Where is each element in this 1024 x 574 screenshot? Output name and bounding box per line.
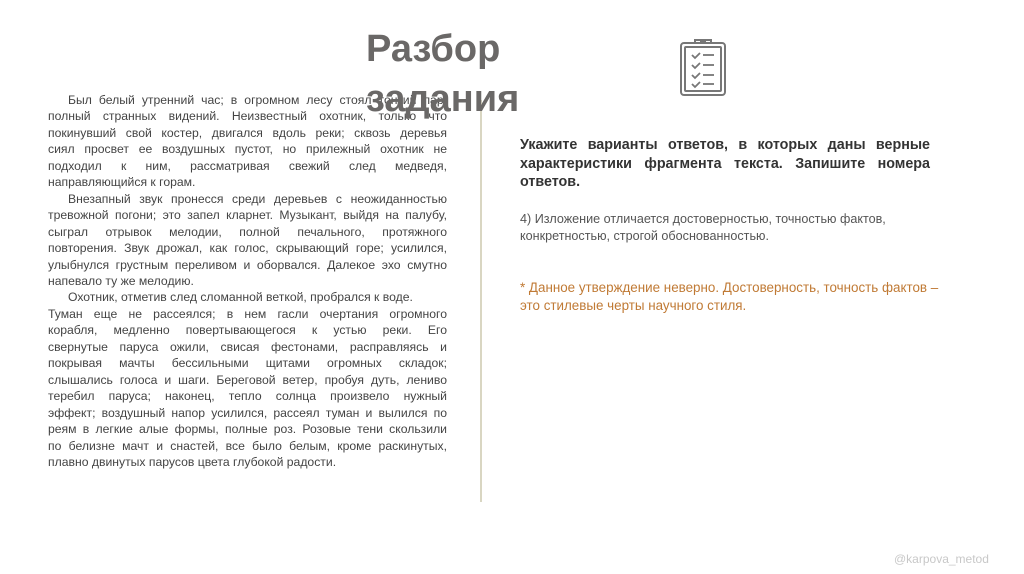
passage-line: подходил к ним, рассматривая свежий след медведя, <box>48 158 447 173</box>
passage-line: плавно двинутых парусов цвета глубокой радости. <box>48 454 337 469</box>
slide-title <box>366 24 519 124</box>
passage-line: Был белый утренний час; в огромном лесу стоял тонкий пар, <box>68 93 447 107</box>
passage-line: улыбнулся грустным переливом и оборвался. Далекое эхо смутно <box>48 257 447 272</box>
passage-line: корабля, медленно повертывающегося к устью реки. Его <box>48 323 447 338</box>
passage-line: Охотник, отметив след сломанной веткой, пробрался к воде. <box>68 290 413 305</box>
passage-line: Туман еще не рассеялся; в нем гасли очертания огромного <box>48 306 447 321</box>
title-line-1: Разбор <box>366 28 501 70</box>
passage-line: теребил паруса; наконец, тепло солнца произвело нужный <box>48 389 447 404</box>
watermark: @karpova_metod <box>894 552 989 566</box>
passage-line: свернутые паруса ожили, свисая фестонами, расправляясь и <box>48 339 447 354</box>
text-passage <box>48 92 447 470</box>
task-question: Укажите варианты ответов, в которых даны верные характеристики фрагмента текста. Запишите номера ответов. <box>520 137 930 190</box>
passage-line: Внезапный звук пронесся среди деревьев с неожиданностью <box>68 191 447 206</box>
passage-line: напевало ту же мелодию. <box>48 273 194 288</box>
passage-line: направляющийся к горам. <box>48 175 196 190</box>
clipboard-checklist-icon <box>679 37 727 102</box>
passage-line: тревожной погони; это запел кларнет. Музыкант, выйдя на палубу, <box>48 208 447 223</box>
passage-line: покрывая мачты бессильными щитами огромных складок; <box>48 356 447 371</box>
answer-option-4: 4) Изложение отличается достоверностью, точностью фактов, конкретностью, строгой обоснованностью. <box>520 212 886 243</box>
vertical-divider <box>480 100 482 502</box>
passage-line: эффект; воздушный напор усилился, рассеял туман и вылился по <box>48 405 447 420</box>
passage-line: по белизне мачт и снастей, все было белым, кроме раскинутых, <box>48 438 447 453</box>
passage-line: сиял просвет ее воздушных пустот, но прилежный охотник не <box>48 142 447 157</box>
passage-line: сыграл отрывок мелодии, полной печального, протяжного <box>48 224 447 239</box>
answer-explanation: * Данное утверждение неверно. Достоверность, точность фактов – это стилевые черты научного стиля. <box>520 280 939 313</box>
passage-line: покинувший свой костер, двигался вдоль реки; сквозь деревья <box>48 125 447 140</box>
passage-line: полный странных видений. Неизвестный охотник, только что <box>48 109 447 124</box>
title-line-2: задания <box>366 78 520 120</box>
passage-line: реям в легкие алые формы, полные роз. Розовые тени скользили <box>48 422 447 437</box>
passage-line: слышались голоса и шаги. Береговой ветер, пробуя дуть, лениво <box>48 372 447 387</box>
passage-line: повторения. Звук дрожал, как голос, скрывающий горе; усилился, <box>48 241 447 256</box>
